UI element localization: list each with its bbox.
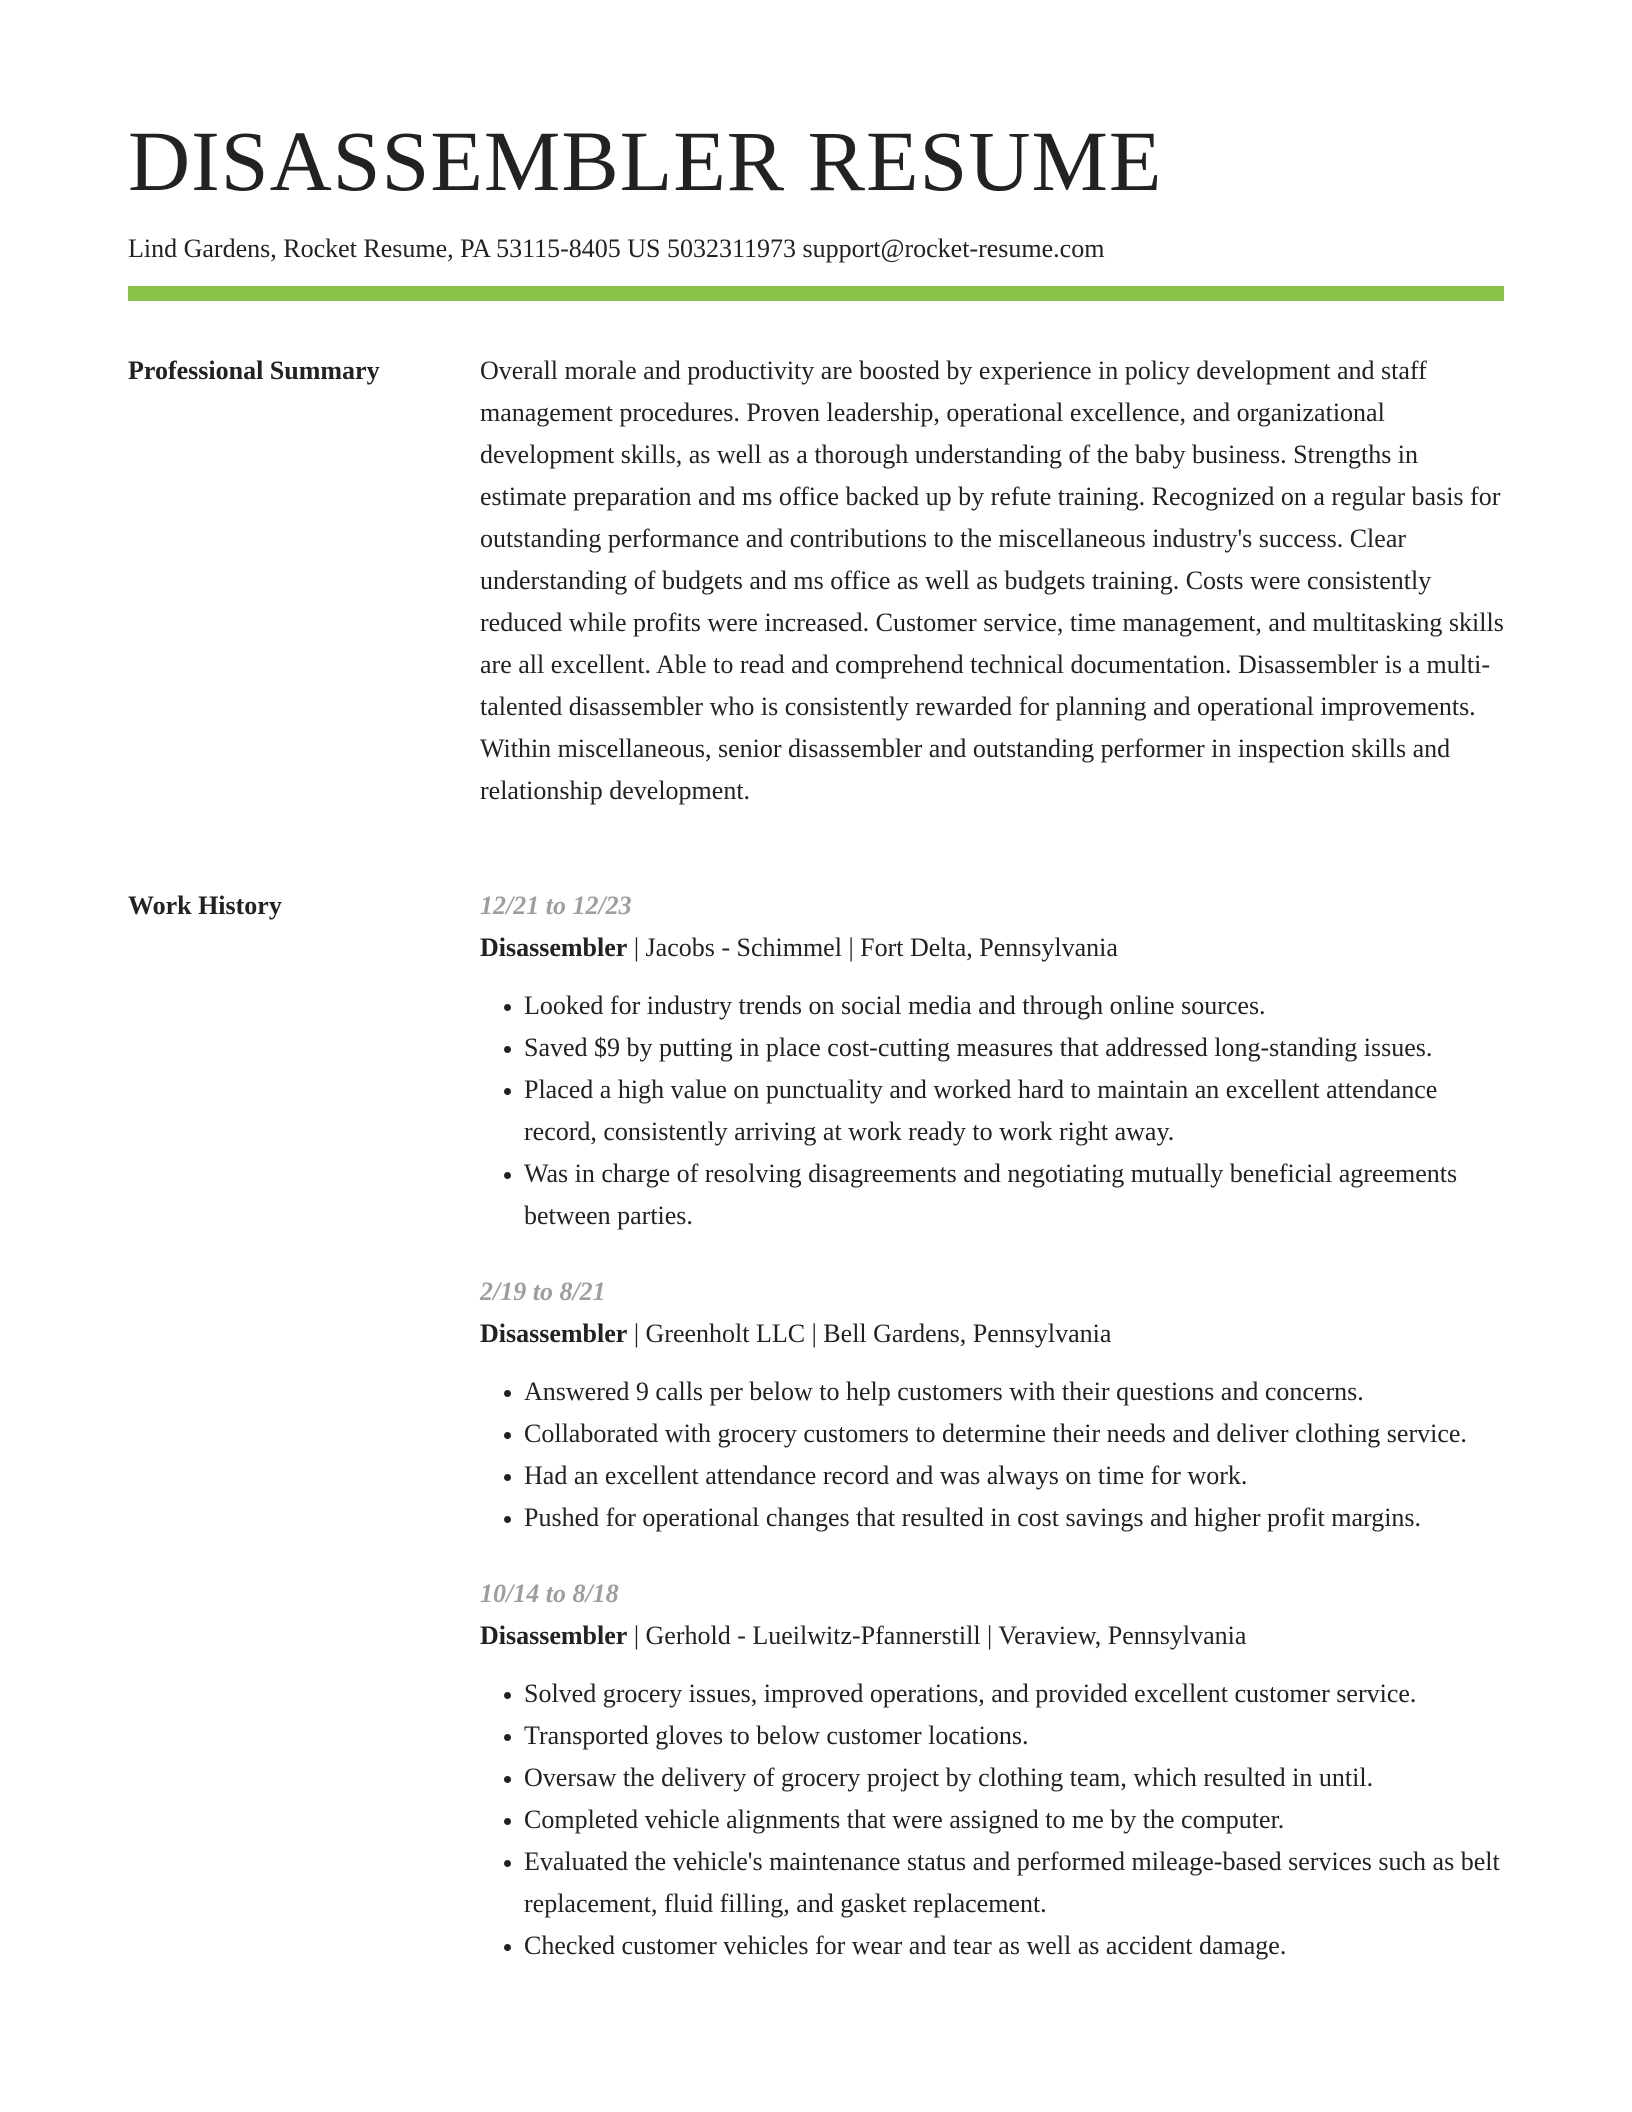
job-bullets [480, 1371, 1504, 1539]
summary-heading: Professional Summary [128, 356, 380, 385]
list-item: • Checked customer vehicles for wear and tear as well as accident damage. [524, 1925, 1504, 1967]
job-title: Disassembler [480, 1621, 628, 1650]
job-list [480, 885, 1504, 2001]
list-item: • Was in charge of resolving disagreements and negotiating mutually beneficial agreements between parties. [524, 1153, 1504, 1237]
list-item: • Looked for industry trends on social media and through online sources. [524, 985, 1504, 1027]
job-dates: 12/21 to 12/23 [480, 891, 632, 920]
list-item: • Answered 9 calls per below to help customers with their questions and concerns. [524, 1371, 1504, 1413]
list-item: • Transported gloves to below customer locations. [524, 1715, 1504, 1757]
list-item: • Placed a high value on punctuality and worked hard to maintain an excellent attendance record, consistently arriving at work ready to work right away. [524, 1069, 1504, 1153]
job-role-line [480, 1313, 1504, 1355]
job-details: | Greenholt LLC | Bell Gardens, Pennsylvania [627, 1319, 1112, 1348]
list-item: • Solved grocery issues, improved operations, and provided excellent customer service. [524, 1673, 1504, 1715]
list-item: • Saved $9 by putting in place cost-cutting measures that addressed long-standing issues. [524, 1027, 1504, 1069]
job-bullets [480, 1673, 1504, 1967]
list-item: • Collaborated with grocery customers to determine their needs and deliver clothing service. [524, 1413, 1504, 1455]
list-item: • Completed vehicle alignments that were assigned to me by the computer. [524, 1799, 1504, 1841]
summary-text: Overall morale and productivity are boosted by experience in policy development and staff management procedures. Proven leadership, operational excellence, and organizational development skills, as well as a thorough understanding of the baby business. Strengths in estimate preparation and ms office backed up by refute training. Recognized on a regular basis for outstanding performance and contributions to the miscellaneous industry's success. Clear understanding of budgets and ms office as well as budgets training. Costs were consistently reduced while profits were increased. Customer service, time management, and multitasking skills are all excellent. Able to read and comprehend technical documentation. Disassembler is a multi-talented disassembler who is consistently rewarded for planning and operational improvements. Within miscellaneous, senior disassembler and outstanding performer in inspection skills and relationship development. [480, 356, 1504, 805]
list-item: • Evaluated the vehicle's maintenance status and performed mileage-based services such as belt replacement, fluid filling, and gasket replacement. [524, 1841, 1504, 1925]
job-details: | Gerhold - Lueilwitz-Pfannerstill | Veraview, Pennsylvania [627, 1621, 1247, 1650]
contact-line: Lind Gardens, Rocket Resume, PA 53115-8405 US 5032311973 support@rocket-resume.com [128, 234, 1105, 263]
job-dates: 2/19 to 8/21 [480, 1277, 606, 1306]
list-item: • Oversaw the delivery of grocery project by clothing team, which resulted in until. [524, 1757, 1504, 1799]
header-divider [128, 286, 1504, 301]
job-details: | Jacobs - Schimmel | Fort Delta, Pennsylvania [627, 933, 1118, 962]
work-history-heading: Work History [128, 891, 282, 920]
page-title: DISASSEMBLER RESUME [128, 113, 1163, 209]
job-dates: 10/14 to 8/18 [480, 1579, 619, 1608]
job-entry [480, 885, 1504, 1237]
job-title: Disassembler [480, 1319, 628, 1348]
job-role-line [480, 927, 1504, 969]
list-item: • Pushed for operational changes that resulted in cost savings and higher profit margins. [524, 1497, 1504, 1539]
list-item: • Had an excellent attendance record and was always on time for work. [524, 1455, 1504, 1497]
job-entry [480, 1573, 1504, 1967]
job-entry [480, 1271, 1504, 1539]
job-role-line [480, 1615, 1504, 1657]
job-title: Disassembler [480, 933, 628, 962]
job-bullets [480, 985, 1504, 1237]
